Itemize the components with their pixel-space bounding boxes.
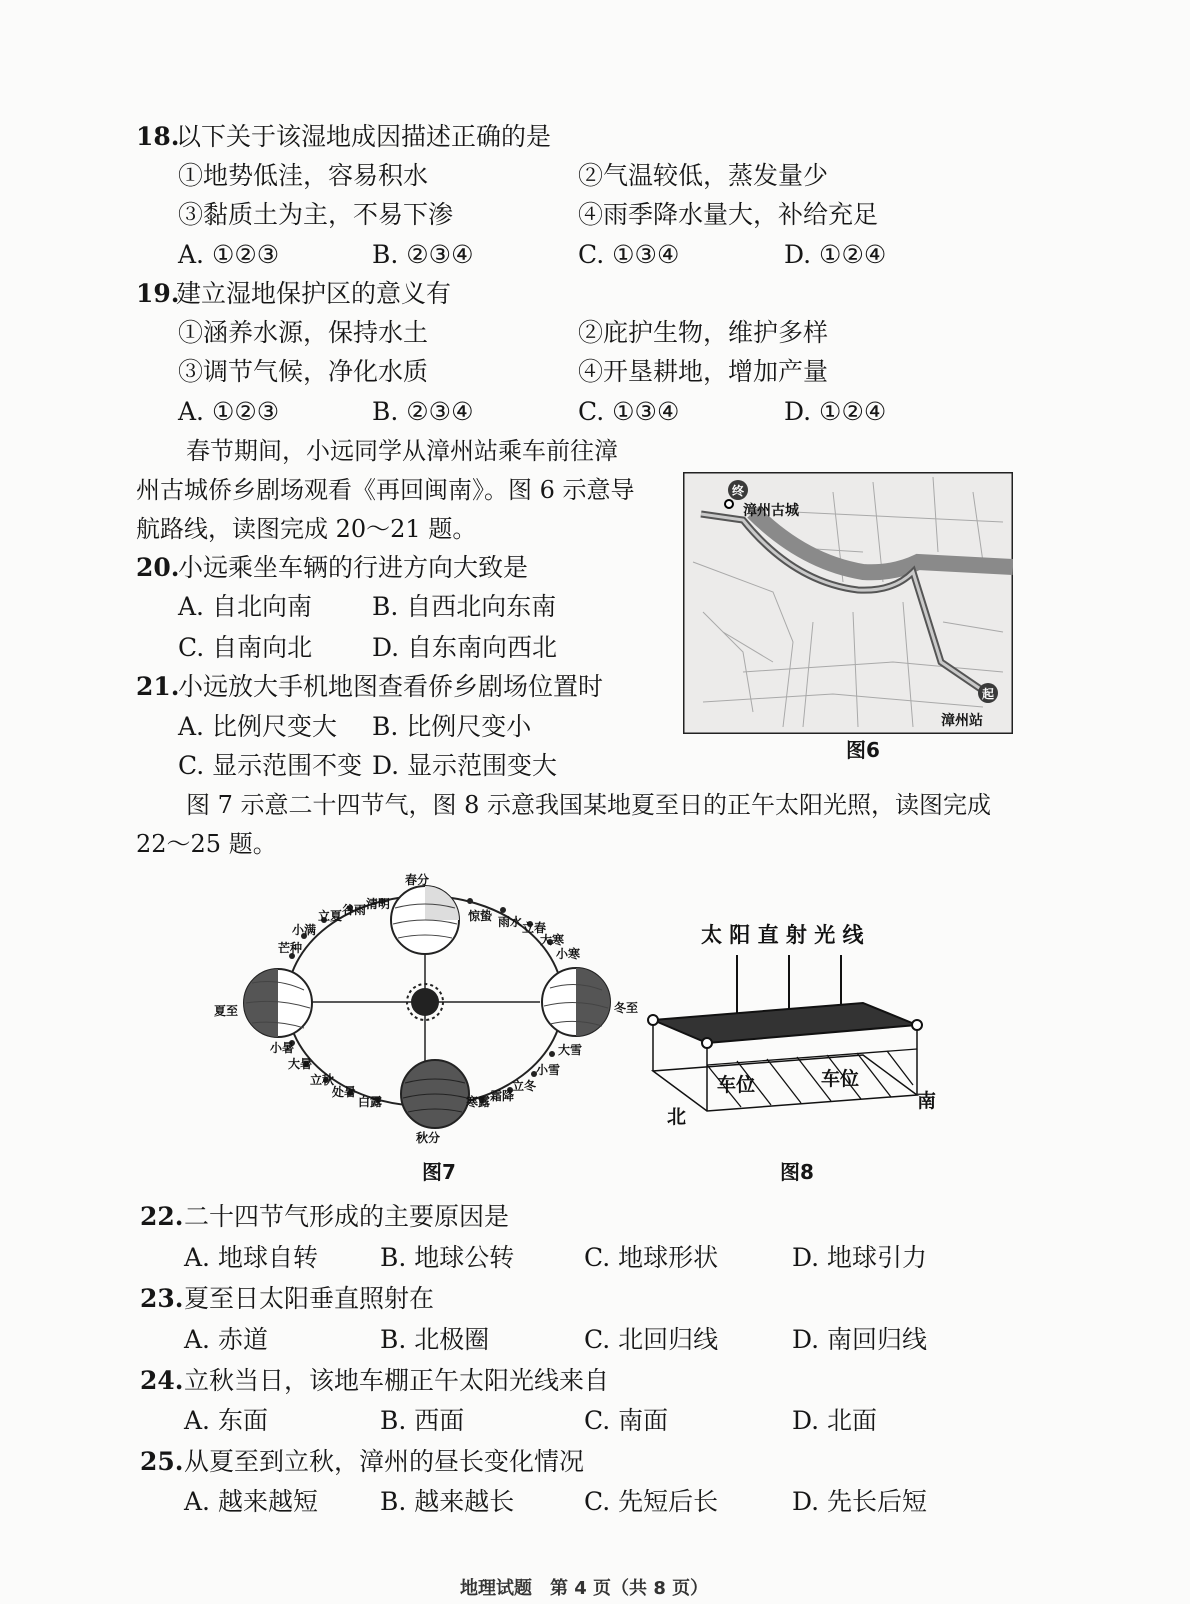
q18-statement-3: ③黏质土为主，不易下渗 (178, 200, 454, 229)
earth-summer (244, 969, 312, 1037)
q18-option-a[interactable]: A. ①②③ (178, 240, 280, 269)
q20-option-d[interactable]: D. 自东南向西北 (372, 633, 558, 662)
end-label: 漳州古城 (743, 503, 799, 519)
q19-statement-1: ①涵养水源，保持水土 (178, 318, 429, 347)
term-liqiu: 立秋 (310, 1073, 335, 1087)
q19-stem: 建立湿地保护区的意义有 (176, 279, 452, 308)
term-jingzhe: 惊蛰 (468, 909, 493, 923)
term-chushu: 处暑 (332, 1085, 357, 1099)
q21-number: 21. (136, 672, 180, 701)
q18-stem: 以下关于该湿地成因描述正确的是 (176, 122, 552, 151)
q25-stem: 从夏至到立秋，漳州的昼长变化情况 (184, 1447, 585, 1476)
term-dashu: 大暑 (288, 1057, 313, 1071)
q21-option-b[interactable]: B. 比例尺变小 (372, 712, 532, 741)
q23-option-a[interactable]: A. 赤道 (184, 1325, 268, 1354)
figure-7-caption: 图7 (422, 1160, 456, 1184)
q18-statement-1: ①地势低洼，容易积水 (178, 161, 429, 190)
q18-option-b[interactable]: B. ②③④ (372, 240, 474, 269)
q22-option-a[interactable]: A. 地球自转 (184, 1243, 318, 1272)
term-guyu: 谷雨 (342, 903, 367, 917)
parking-slot-2: 车位 (821, 1068, 860, 1090)
term-daxue: 大雪 (558, 1043, 583, 1057)
q20-stem: 小远乘坐车辆的行进方向大致是 (178, 553, 529, 582)
figure-6-caption: 图6 (846, 738, 880, 762)
term-xiaoman: 小满 (292, 923, 317, 937)
intro-22-25-line1: 图 7 示意二十四节气，图 8 示意我国某地夏至日的正午太阳光照，读图完成 (186, 791, 992, 819)
figure-7-solar-terms (200, 868, 650, 1148)
figure-8-carport (645, 915, 945, 1135)
earth-autumn (401, 1060, 469, 1128)
q20-option-a[interactable]: A. 自北向南 (178, 592, 312, 621)
term-shuangjiang: 霜降 (490, 1089, 515, 1103)
q25-option-a[interactable]: A. 越来越短 (184, 1487, 318, 1516)
q18-option-d[interactable]: D. ①②④ (784, 240, 887, 269)
term-xiaoxue: 小雪 (536, 1063, 561, 1077)
term-xiaohan: 小寒 (556, 947, 581, 961)
q22-number: 22. (140, 1202, 184, 1231)
q18-number: 18. (136, 122, 180, 151)
term-dongzhi: 冬至 (614, 1001, 639, 1015)
term-dahan: 大寒 (540, 933, 565, 947)
term-xiaoshu: 小暑 (270, 1041, 295, 1055)
start-marker (978, 683, 998, 703)
q24-option-a[interactable]: A. 东面 (184, 1406, 268, 1435)
direction-south: 南 (917, 1090, 937, 1112)
q18-statement-4: ④雨季降水量大，补给充足 (578, 200, 879, 229)
term-lixia: 立夏 (318, 909, 343, 923)
q24-option-b[interactable]: B. 西面 (380, 1406, 465, 1435)
q24-number: 24. (140, 1366, 184, 1395)
q19-statement-4: ④开垦耕地，增加产量 (578, 357, 829, 386)
q20-option-b[interactable]: B. 自西北向东南 (372, 592, 557, 621)
direction-north: 北 (667, 1106, 687, 1128)
q19-option-b[interactable]: B. ②③④ (372, 397, 474, 426)
start-marker-label: 起 (981, 687, 995, 701)
q24-option-d[interactable]: D. 北面 (792, 1406, 878, 1435)
q18-option-c[interactable]: C. ①③④ (578, 240, 680, 269)
q19-number: 19. (136, 279, 180, 308)
q19-option-c[interactable]: C. ①③④ (578, 397, 680, 426)
q18-statement-2: ②气温较低，蒸发量少 (578, 161, 829, 190)
q23-option-b[interactable]: B. 北极圈 (380, 1325, 490, 1354)
q19-statement-2: ②庇护生物，维护多样 (578, 318, 829, 347)
intro-20-21-line3: 航路线，读图完成 20～21 题。 (136, 515, 477, 543)
q22-stem: 二十四节气形成的主要原因是 (184, 1202, 510, 1231)
q22-option-d[interactable]: D. 地球引力 (792, 1243, 928, 1272)
end-marker-label: 终 (731, 484, 745, 498)
page-footer: 地理试题 第 4 页（共 8 页） (460, 1578, 709, 1599)
earth-spring (391, 886, 459, 954)
parking-slot-1: 车位 (717, 1074, 756, 1096)
q21-option-a[interactable]: A. 比例尺变大 (178, 712, 337, 741)
term-xiazhi: 夏至 (214, 1004, 239, 1018)
term-qingming: 清明 (366, 897, 391, 911)
intro-20-21-line1: 春节期间，小远同学从漳州站乘车前往漳 (186, 437, 618, 465)
q21-stem: 小远放大手机地图查看侨乡剧场位置时 (178, 672, 604, 701)
q23-option-d[interactable]: D. 南回归线 (792, 1325, 928, 1354)
q25-option-b[interactable]: B. 越来越长 (380, 1487, 515, 1516)
q20-option-c[interactable]: C. 自南向北 (178, 633, 313, 662)
term-chunfen: 春分 (405, 873, 430, 887)
term-lichun: 立春 (522, 921, 547, 935)
q23-number: 23. (140, 1284, 184, 1313)
q25-option-d[interactable]: D. 先长后短 (792, 1487, 928, 1516)
q25-option-c[interactable]: C. 先短后长 (584, 1487, 719, 1516)
q19-option-a[interactable]: A. ①②③ (178, 397, 280, 426)
q23-option-c[interactable]: C. 北回归线 (584, 1325, 719, 1354)
term-bailu: 白露 (358, 1095, 383, 1109)
q22-option-c[interactable]: C. 地球形状 (584, 1243, 719, 1272)
term-qiufen: 秋分 (416, 1131, 441, 1145)
q24-option-c[interactable]: C. 南面 (584, 1406, 669, 1435)
start-label: 漳州站 (941, 713, 983, 729)
q24-stem: 立秋当日，该地车棚正午太阳光线来自 (184, 1366, 610, 1395)
q19-statement-3: ③调节气候，净化水质 (178, 357, 429, 386)
term-lidong: 立冬 (512, 1079, 537, 1093)
q21-option-c[interactable]: C. 显示范围不变 (178, 751, 363, 780)
intro-20-21-line2: 州古城侨乡剧场观看《再回闽南》。图 6 示意导 (136, 476, 635, 504)
q21-option-d[interactable]: D. 显示范围变大 (372, 751, 558, 780)
q23-stem: 夏至日太阳垂直照射在 (184, 1284, 435, 1313)
figure-6-map (683, 472, 1013, 734)
figure-8-caption: 图8 (780, 1160, 814, 1184)
earth-winter (542, 968, 610, 1036)
q22-option-b[interactable]: B. 地球公转 (380, 1243, 515, 1272)
q25-number: 25. (140, 1447, 184, 1476)
sunlight-title: 太 阳 直 射 光 线 (701, 923, 864, 947)
term-hanlu: 寒露 (466, 1095, 491, 1109)
term-yushui: 雨水 (498, 915, 523, 929)
q20-number: 20. (136, 553, 180, 582)
intro-22-25-line2: 22～25 题。 (136, 830, 277, 858)
q19-option-d[interactable]: D. ①②④ (784, 397, 887, 426)
term-mangzhong: 芒种 (278, 941, 303, 955)
